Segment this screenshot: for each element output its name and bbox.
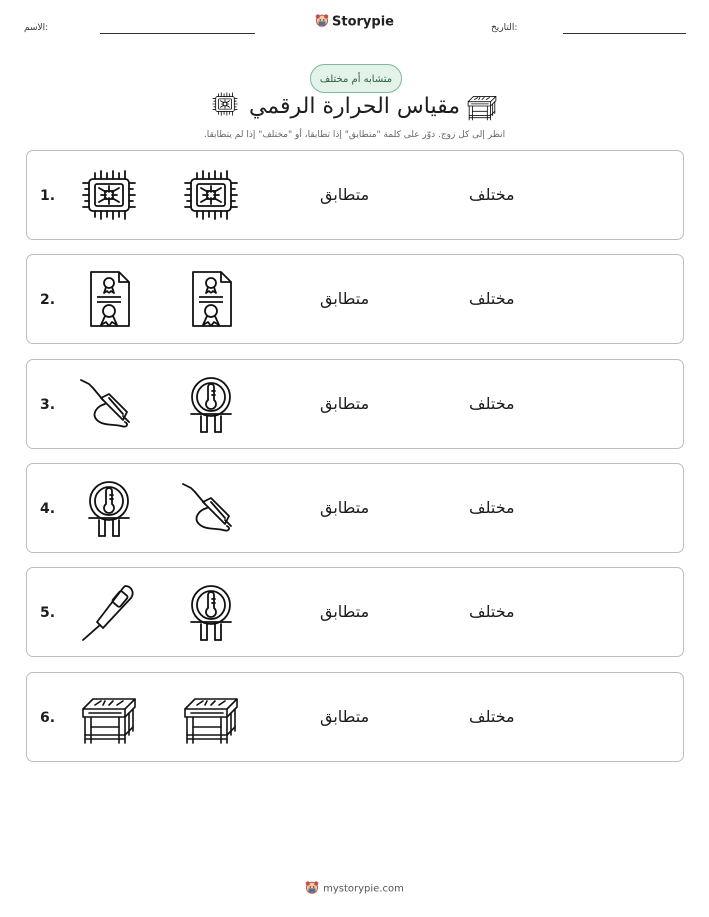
name-label: الاسم:	[24, 23, 49, 33]
different-option[interactable]: مختلف	[469, 498, 515, 517]
question-row	[26, 672, 684, 762]
same-option[interactable]: متطابق	[320, 289, 370, 308]
different-option[interactable]: مختلف	[469, 602, 515, 621]
page-title: مقياس الحرارة الرقمي	[248, 94, 461, 119]
name-field[interactable]	[100, 33, 255, 34]
brand-logo	[0, 13, 709, 31]
different-option[interactable]: مختلف	[469, 394, 515, 413]
workbench-icon	[79, 687, 139, 747]
same-option[interactable]: متطابق	[320, 185, 370, 204]
storypie-mascot-icon	[315, 13, 329, 31]
microchip-icon	[181, 165, 241, 225]
thermistor-icon	[181, 374, 241, 434]
different-option[interactable]: مختلف	[469, 707, 515, 726]
instructions: انظر إلى كل زوج. دوّر على كلمة "متطابق" إذا تطابقا، أو "مختلف" إذا لم يتطابقا.	[203, 130, 506, 140]
certificate-icon	[181, 269, 241, 329]
date-label: التاريخ:	[491, 23, 518, 33]
question-row	[26, 567, 684, 657]
question-number: 5.	[40, 605, 56, 621]
microchip-icon	[79, 165, 139, 225]
thermistor-icon	[181, 582, 241, 642]
certificate-icon	[79, 269, 139, 329]
same-option[interactable]: متطابق	[320, 394, 370, 413]
digital-thermometer-icon	[79, 582, 139, 642]
soldering-iron-icon	[181, 478, 241, 538]
brand-name: Storypie	[332, 14, 394, 30]
storypie-mascot-icon	[305, 880, 319, 897]
workbench-icon	[181, 687, 241, 747]
footer	[0, 880, 709, 897]
question-row	[26, 254, 684, 344]
soldering-iron-icon	[79, 374, 139, 434]
question-number: 1.	[40, 188, 56, 204]
question-number: 3.	[40, 397, 56, 413]
question-number: 4.	[40, 501, 56, 517]
same-option[interactable]: متطابق	[320, 707, 370, 726]
worksheet-type-badge: متشابه أم مختلف	[310, 64, 402, 93]
same-option[interactable]: متطابق	[320, 498, 370, 517]
question-row	[26, 359, 684, 449]
question-row	[26, 150, 684, 240]
thermistor-icon	[79, 478, 139, 538]
different-option[interactable]: مختلف	[469, 185, 515, 204]
different-option[interactable]: مختلف	[469, 289, 515, 308]
question-row	[26, 463, 684, 553]
footer-url: mystorypie.com	[323, 883, 404, 895]
same-option[interactable]: متطابق	[320, 602, 370, 621]
title-workbench-icon	[466, 90, 498, 122]
date-field[interactable]	[563, 33, 686, 34]
question-number: 6.	[40, 710, 56, 726]
question-number: 2.	[40, 292, 56, 308]
